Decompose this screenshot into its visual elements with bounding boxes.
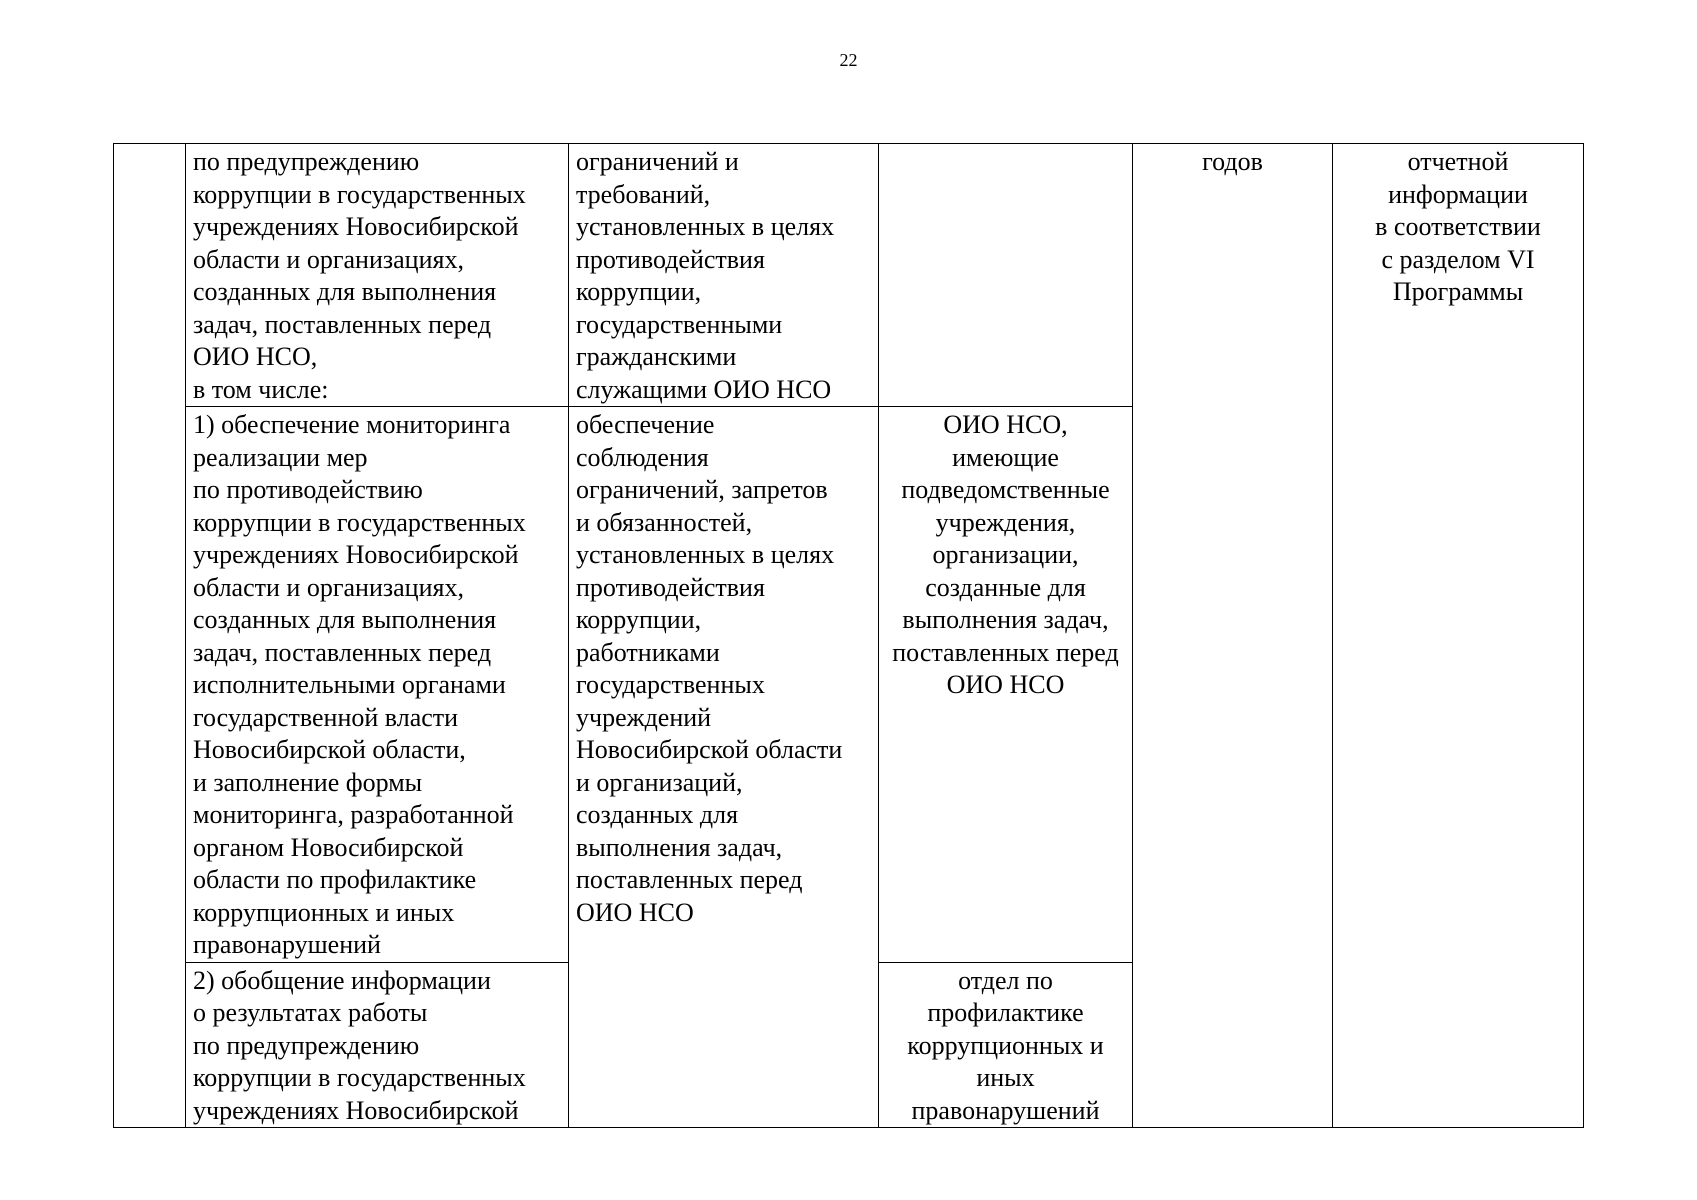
measure-cell: 2) обобщение информации о результатах работы по предупреждению коррупции в государственных учреждениях Новосибирской [186, 962, 569, 1128]
measure-cell: по предупреждению коррупции в государственных учреждениях Новосибирской области и организациях, созданных для выполнения задач, поставленных перед ОИО НСО, в том числе: [186, 144, 569, 407]
executor-cell: отдел по профилактике коррупционных и иных правонарушений [879, 962, 1133, 1128]
executor-cell: ОИО НСО, имеющие подведомственные учреждения, организации, созданные для выполнения задач, поставленных перед ОИО НСО [879, 407, 1133, 963]
result-cell: ограничений и требований, установленных в целях противодействия коррупции, государственными гражданскими служащими ОИО НСО [569, 144, 879, 407]
measures-table [113, 143, 1584, 1128]
reporting-cell: отчетной информации в соответствии с разделом VI Программы [1333, 144, 1584, 1128]
executor-cell [879, 144, 1133, 407]
page-number: 22 [839, 50, 858, 70]
period-cell: годов [1133, 144, 1333, 1128]
measure-cell: 1) обеспечение мониторинга реализации мер по противодействию коррупции в государственных учреждениях Новосибирской области и организациях, созданных для выполнения задач, поставленных перед исполнительными органами государственной власти Новосибирской области, и заполнение формы мониторинга, разработанной органом Новосибирской области по профилактике коррупционных и иных правонарушений [186, 407, 569, 963]
row-number-cell [114, 144, 186, 1128]
result-cell: обеспечение соблюдения ограничений, запретов и обязанностей, установленных в целях противодействия коррупции, работниками государственных учреждений Новосибирской области и организаций, созданных для выполнения задач, поставленных перед ОИО НСО [569, 407, 879, 1128]
table-row [114, 144, 1584, 407]
